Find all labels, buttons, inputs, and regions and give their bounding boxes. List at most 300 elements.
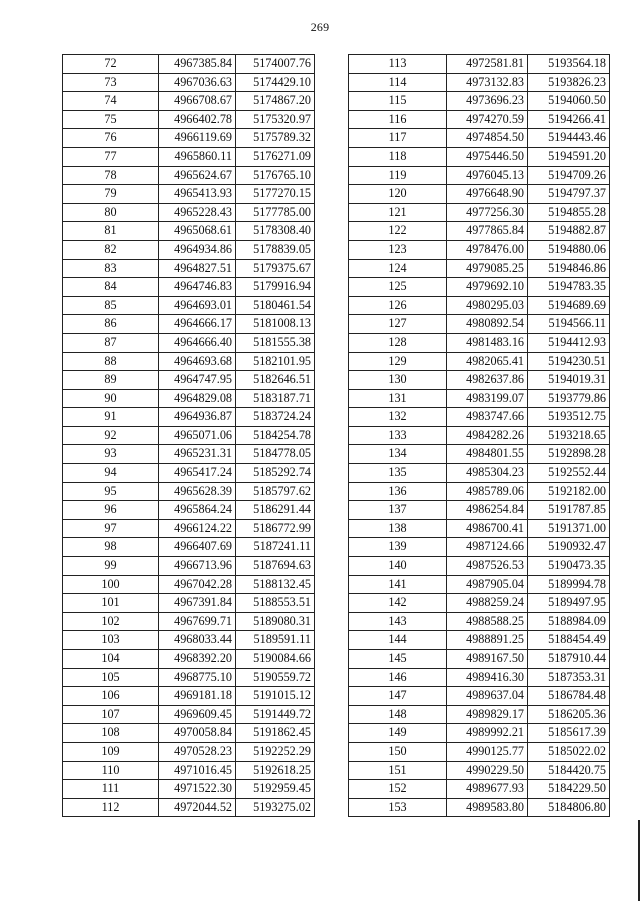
y-coordinate-cell: 5190932.47 bbox=[528, 538, 610, 557]
y-coordinate-cell: 5185292.74 bbox=[236, 464, 315, 483]
point-number-cell: 119 bbox=[349, 166, 447, 185]
x-coordinate-cell: 4967042.28 bbox=[159, 575, 236, 594]
x-coordinate-cell: 4988588.25 bbox=[447, 612, 528, 631]
x-coordinate-cell: 4965071.06 bbox=[159, 426, 236, 445]
y-coordinate-cell: 5189080.31 bbox=[236, 612, 315, 631]
table-row bbox=[349, 780, 610, 799]
y-coordinate-cell: 5174007.76 bbox=[236, 55, 315, 74]
point-number-cell: 146 bbox=[349, 668, 447, 687]
x-coordinate-cell: 4964693.68 bbox=[159, 352, 236, 371]
point-number-cell: 111 bbox=[63, 780, 159, 799]
table-row bbox=[349, 389, 610, 408]
point-number-cell: 97 bbox=[63, 519, 159, 538]
table-row bbox=[349, 687, 610, 706]
x-coordinate-cell: 4988259.24 bbox=[447, 594, 528, 613]
y-coordinate-cell: 5191787.85 bbox=[528, 501, 610, 520]
x-coordinate-cell: 4989637.04 bbox=[447, 687, 528, 706]
y-coordinate-cell: 5187241.11 bbox=[236, 538, 315, 557]
y-coordinate-cell: 5183724.24 bbox=[236, 408, 315, 427]
x-coordinate-cell: 4965413.93 bbox=[159, 185, 236, 204]
y-coordinate-cell: 5192618.25 bbox=[236, 761, 315, 780]
point-number-cell: 84 bbox=[63, 278, 159, 297]
table-row bbox=[349, 278, 610, 297]
x-coordinate-cell: 4988891.25 bbox=[447, 631, 528, 650]
y-coordinate-cell: 5187910.44 bbox=[528, 650, 610, 669]
table-row bbox=[349, 798, 610, 817]
table-row bbox=[63, 445, 315, 464]
point-number-cell: 113 bbox=[349, 55, 447, 74]
table-row bbox=[349, 594, 610, 613]
y-coordinate-cell: 5188132.45 bbox=[236, 575, 315, 594]
point-number-cell: 99 bbox=[63, 557, 159, 576]
point-number-cell: 126 bbox=[349, 296, 447, 315]
point-number-cell: 116 bbox=[349, 110, 447, 129]
table-row bbox=[349, 724, 610, 743]
y-coordinate-cell: 5177785.00 bbox=[236, 203, 315, 222]
y-coordinate-cell: 5180461.54 bbox=[236, 296, 315, 315]
point-number-cell: 117 bbox=[349, 129, 447, 148]
table-row bbox=[349, 296, 610, 315]
y-coordinate-cell: 5189591.11 bbox=[236, 631, 315, 650]
table-row bbox=[63, 185, 315, 204]
table-row bbox=[349, 240, 610, 259]
x-coordinate-cell: 4978476.00 bbox=[447, 240, 528, 259]
table-row bbox=[349, 426, 610, 445]
y-coordinate-cell: 5194880.06 bbox=[528, 240, 610, 259]
x-coordinate-cell: 4983747.66 bbox=[447, 408, 528, 427]
y-coordinate-cell: 5175320.97 bbox=[236, 110, 315, 129]
y-coordinate-cell: 5187353.31 bbox=[528, 668, 610, 687]
y-coordinate-cell: 5186291.44 bbox=[236, 501, 315, 520]
point-number-cell: 145 bbox=[349, 650, 447, 669]
point-number-cell: 87 bbox=[63, 333, 159, 352]
x-coordinate-cell: 4968033.44 bbox=[159, 631, 236, 650]
point-number-cell: 98 bbox=[63, 538, 159, 557]
point-number-cell: 106 bbox=[63, 687, 159, 706]
x-coordinate-cell: 4971016.45 bbox=[159, 761, 236, 780]
x-coordinate-cell: 4987124.66 bbox=[447, 538, 528, 557]
point-number-cell: 95 bbox=[63, 482, 159, 501]
point-number-cell: 90 bbox=[63, 389, 159, 408]
table-row bbox=[349, 222, 610, 241]
y-coordinate-cell: 5193779.86 bbox=[528, 389, 610, 408]
x-coordinate-cell: 4989416.30 bbox=[447, 668, 528, 687]
table-row bbox=[63, 352, 315, 371]
table-row bbox=[349, 315, 610, 334]
point-number-cell: 136 bbox=[349, 482, 447, 501]
table-row bbox=[63, 594, 315, 613]
x-coordinate-cell: 4984282.26 bbox=[447, 426, 528, 445]
y-coordinate-cell: 5193275.02 bbox=[236, 798, 315, 817]
y-coordinate-cell: 5194230.51 bbox=[528, 352, 610, 371]
y-coordinate-cell: 5189994.78 bbox=[528, 575, 610, 594]
y-coordinate-cell: 5193826.23 bbox=[528, 73, 610, 92]
point-number-cell: 148 bbox=[349, 705, 447, 724]
table-row bbox=[63, 742, 315, 761]
point-number-cell: 153 bbox=[349, 798, 447, 817]
y-coordinate-cell: 5174867.20 bbox=[236, 92, 315, 111]
table-row bbox=[63, 501, 315, 520]
point-number-cell: 81 bbox=[63, 222, 159, 241]
y-coordinate-cell: 5176271.09 bbox=[236, 147, 315, 166]
y-coordinate-cell: 5184229.50 bbox=[528, 780, 610, 799]
y-coordinate-cell: 5179916.94 bbox=[236, 278, 315, 297]
table-row bbox=[63, 222, 315, 241]
x-coordinate-cell: 4986700.41 bbox=[447, 519, 528, 538]
x-coordinate-cell: 4964827.51 bbox=[159, 259, 236, 278]
table-row bbox=[63, 575, 315, 594]
table-row bbox=[63, 278, 315, 297]
y-coordinate-cell: 5194019.31 bbox=[528, 371, 610, 390]
table-row bbox=[349, 761, 610, 780]
table-row bbox=[349, 501, 610, 520]
table-row bbox=[349, 92, 610, 111]
point-number-cell: 78 bbox=[63, 166, 159, 185]
y-coordinate-cell: 5176765.10 bbox=[236, 166, 315, 185]
table-row bbox=[349, 482, 610, 501]
x-coordinate-cell: 4976648.90 bbox=[447, 185, 528, 204]
point-number-cell: 101 bbox=[63, 594, 159, 613]
point-number-cell: 103 bbox=[63, 631, 159, 650]
point-number-cell: 107 bbox=[63, 705, 159, 724]
x-coordinate-cell: 4964936.87 bbox=[159, 408, 236, 427]
table-row bbox=[63, 408, 315, 427]
y-coordinate-cell: 5191371.00 bbox=[528, 519, 610, 538]
point-number-cell: 123 bbox=[349, 240, 447, 259]
table-row bbox=[63, 426, 315, 445]
x-coordinate-cell: 4964666.17 bbox=[159, 315, 236, 334]
point-number-cell: 128 bbox=[349, 333, 447, 352]
y-coordinate-cell: 5190473.35 bbox=[528, 557, 610, 576]
x-coordinate-cell: 4965417.24 bbox=[159, 464, 236, 483]
y-coordinate-cell: 5185617.39 bbox=[528, 724, 610, 743]
point-number-cell: 100 bbox=[63, 575, 159, 594]
table-row bbox=[349, 742, 610, 761]
table-row bbox=[63, 668, 315, 687]
x-coordinate-cell: 4977865.84 bbox=[447, 222, 528, 241]
x-coordinate-cell: 4972581.81 bbox=[447, 55, 528, 74]
table-row bbox=[349, 371, 610, 390]
point-number-cell: 114 bbox=[349, 73, 447, 92]
x-coordinate-cell: 4966708.67 bbox=[159, 92, 236, 111]
point-number-cell: 151 bbox=[349, 761, 447, 780]
point-number-cell: 89 bbox=[63, 371, 159, 390]
table-row bbox=[63, 519, 315, 538]
y-coordinate-cell: 5185022.02 bbox=[528, 742, 610, 761]
table-row bbox=[63, 612, 315, 631]
x-coordinate-cell: 4971522.30 bbox=[159, 780, 236, 799]
table-row bbox=[63, 538, 315, 557]
point-number-cell: 143 bbox=[349, 612, 447, 631]
table-row bbox=[63, 389, 315, 408]
y-coordinate-cell: 5194266.41 bbox=[528, 110, 610, 129]
x-coordinate-cell: 4987526.53 bbox=[447, 557, 528, 576]
y-coordinate-cell: 5183187.71 bbox=[236, 389, 315, 408]
y-coordinate-cell: 5184254.78 bbox=[236, 426, 315, 445]
x-coordinate-cell: 4965068.61 bbox=[159, 222, 236, 241]
point-number-cell: 75 bbox=[63, 110, 159, 129]
point-number-cell: 76 bbox=[63, 129, 159, 148]
x-coordinate-cell: 4968392.20 bbox=[159, 650, 236, 669]
table-row bbox=[349, 650, 610, 669]
table-row bbox=[63, 147, 315, 166]
point-number-cell: 82 bbox=[63, 240, 159, 259]
y-coordinate-cell: 5191015.12 bbox=[236, 687, 315, 706]
table-row bbox=[349, 464, 610, 483]
x-coordinate-cell: 4964666.40 bbox=[159, 333, 236, 352]
x-coordinate-cell: 4981483.16 bbox=[447, 333, 528, 352]
y-coordinate-cell: 5194709.26 bbox=[528, 166, 610, 185]
x-coordinate-cell: 4965628.39 bbox=[159, 482, 236, 501]
y-coordinate-cell: 5192252.29 bbox=[236, 742, 315, 761]
x-coordinate-cell: 4966402.78 bbox=[159, 110, 236, 129]
x-coordinate-cell: 4967699.71 bbox=[159, 612, 236, 631]
table-row bbox=[63, 761, 315, 780]
table-row bbox=[349, 631, 610, 650]
x-coordinate-cell: 4975446.50 bbox=[447, 147, 528, 166]
point-number-cell: 144 bbox=[349, 631, 447, 650]
table-row bbox=[63, 798, 315, 817]
point-number-cell: 150 bbox=[349, 742, 447, 761]
point-number-cell: 80 bbox=[63, 203, 159, 222]
point-number-cell: 152 bbox=[349, 780, 447, 799]
x-coordinate-cell: 4966124.22 bbox=[159, 519, 236, 538]
table-row bbox=[63, 315, 315, 334]
table-row bbox=[349, 333, 610, 352]
x-coordinate-cell: 4989677.93 bbox=[447, 780, 528, 799]
point-number-cell: 130 bbox=[349, 371, 447, 390]
x-coordinate-cell: 4967036.63 bbox=[159, 73, 236, 92]
point-number-cell: 137 bbox=[349, 501, 447, 520]
x-coordinate-cell: 4969181.18 bbox=[159, 687, 236, 706]
point-number-cell: 94 bbox=[63, 464, 159, 483]
y-coordinate-cell: 5185797.62 bbox=[236, 482, 315, 501]
point-number-cell: 118 bbox=[349, 147, 447, 166]
y-coordinate-cell: 5181555.38 bbox=[236, 333, 315, 352]
y-coordinate-cell: 5192898.28 bbox=[528, 445, 610, 464]
y-coordinate-cell: 5178839.05 bbox=[236, 240, 315, 259]
table-row bbox=[349, 73, 610, 92]
x-coordinate-cell: 4980295.03 bbox=[447, 296, 528, 315]
table-row bbox=[63, 203, 315, 222]
table-row bbox=[349, 612, 610, 631]
point-number-cell: 138 bbox=[349, 519, 447, 538]
y-coordinate-cell: 5187694.63 bbox=[236, 557, 315, 576]
table-row bbox=[63, 92, 315, 111]
x-coordinate-cell: 4985304.23 bbox=[447, 464, 528, 483]
x-coordinate-cell: 4983199.07 bbox=[447, 389, 528, 408]
table-row bbox=[349, 203, 610, 222]
table-row bbox=[63, 371, 315, 390]
y-coordinate-cell: 5188454.49 bbox=[528, 631, 610, 650]
table-row bbox=[349, 538, 610, 557]
y-coordinate-cell: 5178308.40 bbox=[236, 222, 315, 241]
y-coordinate-cell: 5190084.66 bbox=[236, 650, 315, 669]
table-row bbox=[63, 110, 315, 129]
point-number-cell: 96 bbox=[63, 501, 159, 520]
x-coordinate-cell: 4985789.06 bbox=[447, 482, 528, 501]
y-coordinate-cell: 5191862.45 bbox=[236, 724, 315, 743]
point-number-cell: 79 bbox=[63, 185, 159, 204]
table-row bbox=[63, 705, 315, 724]
point-number-cell: 83 bbox=[63, 259, 159, 278]
table-row bbox=[63, 557, 315, 576]
y-coordinate-cell: 5182646.51 bbox=[236, 371, 315, 390]
y-coordinate-cell: 5194689.69 bbox=[528, 296, 610, 315]
table-row bbox=[349, 259, 610, 278]
y-coordinate-cell: 5188984.09 bbox=[528, 612, 610, 631]
y-coordinate-cell: 5193564.18 bbox=[528, 55, 610, 74]
y-coordinate-cell: 5192552.44 bbox=[528, 464, 610, 483]
x-coordinate-cell: 4966119.69 bbox=[159, 129, 236, 148]
table-row bbox=[349, 352, 610, 371]
y-coordinate-cell: 5184806.80 bbox=[528, 798, 610, 817]
table-row bbox=[349, 55, 610, 74]
x-coordinate-cell: 4964829.08 bbox=[159, 389, 236, 408]
table-row bbox=[63, 780, 315, 799]
y-coordinate-cell: 5182101.95 bbox=[236, 352, 315, 371]
point-number-cell: 127 bbox=[349, 315, 447, 334]
x-coordinate-cell: 4989583.80 bbox=[447, 798, 528, 817]
table-row bbox=[63, 129, 315, 148]
point-number-cell: 141 bbox=[349, 575, 447, 594]
x-coordinate-cell: 4970528.23 bbox=[159, 742, 236, 761]
x-coordinate-cell: 4979085.25 bbox=[447, 259, 528, 278]
point-number-cell: 122 bbox=[349, 222, 447, 241]
point-number-cell: 135 bbox=[349, 464, 447, 483]
x-coordinate-cell: 4965864.24 bbox=[159, 501, 236, 520]
point-number-cell: 121 bbox=[349, 203, 447, 222]
table-row bbox=[63, 482, 315, 501]
table-row bbox=[349, 519, 610, 538]
x-coordinate-cell: 4984801.55 bbox=[447, 445, 528, 464]
x-coordinate-cell: 4964934.86 bbox=[159, 240, 236, 259]
x-coordinate-cell: 4964693.01 bbox=[159, 296, 236, 315]
y-coordinate-cell: 5184778.05 bbox=[236, 445, 315, 464]
y-coordinate-cell: 5193218.65 bbox=[528, 426, 610, 445]
y-coordinate-cell: 5191449.72 bbox=[236, 705, 315, 724]
point-number-cell: 92 bbox=[63, 426, 159, 445]
y-coordinate-cell: 5184420.75 bbox=[528, 761, 610, 780]
table-row bbox=[349, 185, 610, 204]
x-coordinate-cell: 4987905.04 bbox=[447, 575, 528, 594]
table-row bbox=[63, 296, 315, 315]
y-coordinate-cell: 5186772.99 bbox=[236, 519, 315, 538]
table-row bbox=[349, 668, 610, 687]
y-coordinate-cell: 5192959.45 bbox=[236, 780, 315, 799]
table-row bbox=[349, 557, 610, 576]
y-coordinate-cell: 5188553.51 bbox=[236, 594, 315, 613]
table-row bbox=[63, 333, 315, 352]
table-row bbox=[63, 73, 315, 92]
table-row bbox=[63, 464, 315, 483]
x-coordinate-cell: 4974854.50 bbox=[447, 129, 528, 148]
point-number-cell: 124 bbox=[349, 259, 447, 278]
x-coordinate-cell: 4982065.41 bbox=[447, 352, 528, 371]
y-coordinate-cell: 5177270.15 bbox=[236, 185, 315, 204]
table-row bbox=[349, 445, 610, 464]
table-row bbox=[63, 55, 315, 74]
y-coordinate-cell: 5194797.37 bbox=[528, 185, 610, 204]
x-coordinate-cell: 4977256.30 bbox=[447, 203, 528, 222]
point-number-cell: 134 bbox=[349, 445, 447, 464]
coordinates-table-left-body bbox=[63, 55, 315, 817]
point-number-cell: 105 bbox=[63, 668, 159, 687]
x-coordinate-cell: 4973696.23 bbox=[447, 92, 528, 111]
x-coordinate-cell: 4989167.50 bbox=[447, 650, 528, 669]
x-coordinate-cell: 4967385.84 bbox=[159, 55, 236, 74]
x-coordinate-cell: 4970058.84 bbox=[159, 724, 236, 743]
y-coordinate-cell: 5194882.87 bbox=[528, 222, 610, 241]
y-coordinate-cell: 5192182.00 bbox=[528, 482, 610, 501]
table-row bbox=[63, 650, 315, 669]
point-number-cell: 112 bbox=[63, 798, 159, 817]
coordinates-table-right bbox=[348, 54, 610, 817]
x-coordinate-cell: 4974270.59 bbox=[447, 110, 528, 129]
x-coordinate-cell: 4973132.83 bbox=[447, 73, 528, 92]
point-number-cell: 142 bbox=[349, 594, 447, 613]
point-number-cell: 131 bbox=[349, 389, 447, 408]
point-number-cell: 86 bbox=[63, 315, 159, 334]
point-number-cell: 85 bbox=[63, 296, 159, 315]
x-coordinate-cell: 4966713.96 bbox=[159, 557, 236, 576]
x-coordinate-cell: 4967391.84 bbox=[159, 594, 236, 613]
x-coordinate-cell: 4964746.83 bbox=[159, 278, 236, 297]
point-number-cell: 88 bbox=[63, 352, 159, 371]
x-coordinate-cell: 4990229.50 bbox=[447, 761, 528, 780]
page-number: 269 bbox=[310, 20, 330, 34]
point-number-cell: 73 bbox=[63, 73, 159, 92]
table-row bbox=[63, 631, 315, 650]
y-coordinate-cell: 5186784.48 bbox=[528, 687, 610, 706]
x-coordinate-cell: 4980892.54 bbox=[447, 315, 528, 334]
point-number-cell: 129 bbox=[349, 352, 447, 371]
x-coordinate-cell: 4965860.11 bbox=[159, 147, 236, 166]
coordinates-table-left bbox=[62, 54, 315, 817]
x-coordinate-cell: 4966407.69 bbox=[159, 538, 236, 557]
point-number-cell: 110 bbox=[63, 761, 159, 780]
table-row bbox=[349, 575, 610, 594]
y-coordinate-cell: 5194060.50 bbox=[528, 92, 610, 111]
y-coordinate-cell: 5194412.93 bbox=[528, 333, 610, 352]
x-coordinate-cell: 4986254.84 bbox=[447, 501, 528, 520]
x-coordinate-cell: 4969609.45 bbox=[159, 705, 236, 724]
point-number-cell: 133 bbox=[349, 426, 447, 445]
y-coordinate-cell: 5194855.28 bbox=[528, 203, 610, 222]
y-coordinate-cell: 5194443.46 bbox=[528, 129, 610, 148]
point-number-cell: 147 bbox=[349, 687, 447, 706]
y-coordinate-cell: 5194566.11 bbox=[528, 315, 610, 334]
x-coordinate-cell: 4965228.43 bbox=[159, 203, 236, 222]
point-number-cell: 74 bbox=[63, 92, 159, 111]
table-row bbox=[349, 408, 610, 427]
x-coordinate-cell: 4965231.31 bbox=[159, 445, 236, 464]
x-coordinate-cell: 4979692.10 bbox=[447, 278, 528, 297]
y-coordinate-cell: 5194591.20 bbox=[528, 147, 610, 166]
y-coordinate-cell: 5194846.86 bbox=[528, 259, 610, 278]
point-number-cell: 102 bbox=[63, 612, 159, 631]
point-number-cell: 125 bbox=[349, 278, 447, 297]
table-row bbox=[63, 240, 315, 259]
point-number-cell: 115 bbox=[349, 92, 447, 111]
point-number-cell: 72 bbox=[63, 55, 159, 74]
x-coordinate-cell: 4976045.13 bbox=[447, 166, 528, 185]
x-coordinate-cell: 4965624.67 bbox=[159, 166, 236, 185]
x-coordinate-cell: 4990125.77 bbox=[447, 742, 528, 761]
x-coordinate-cell: 4989829.17 bbox=[447, 705, 528, 724]
point-number-cell: 104 bbox=[63, 650, 159, 669]
point-number-cell: 91 bbox=[63, 408, 159, 427]
